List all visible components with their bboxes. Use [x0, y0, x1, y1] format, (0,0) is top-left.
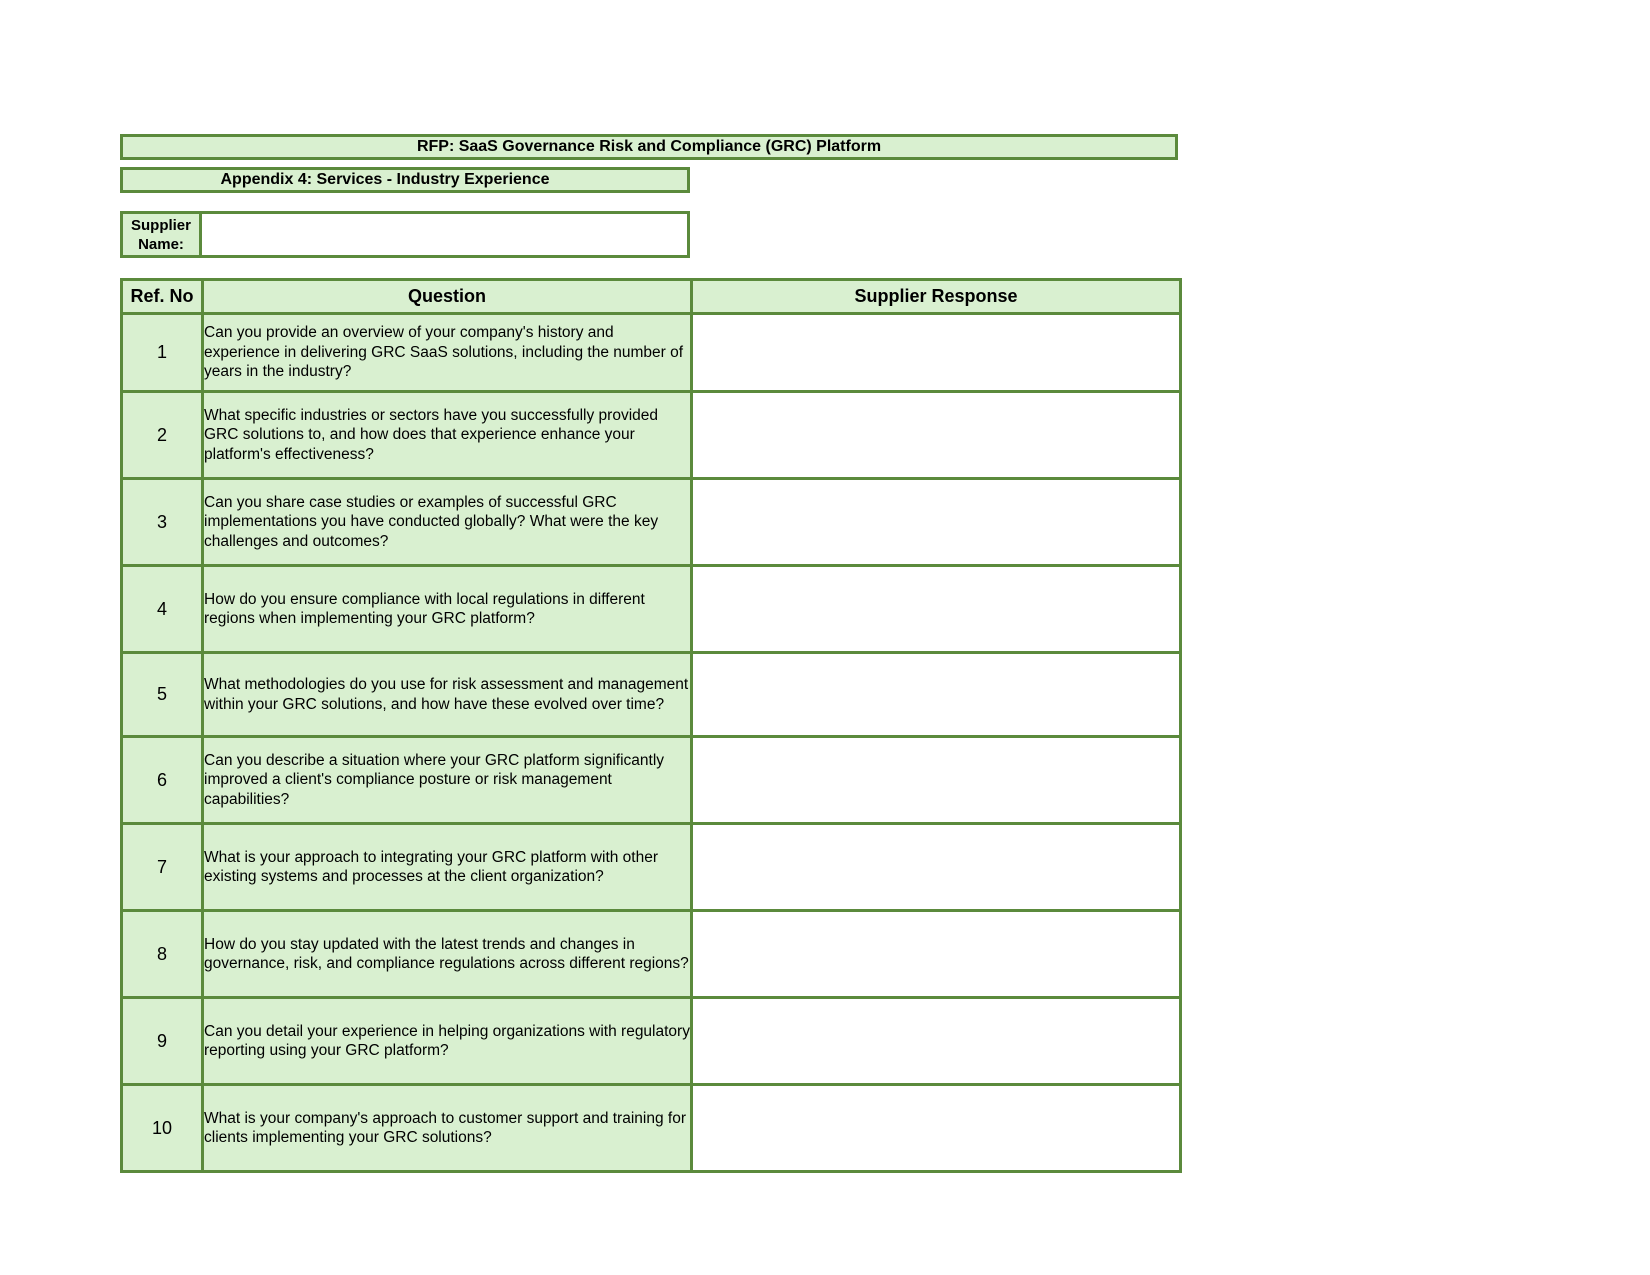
ref-cell: 3 [122, 479, 203, 566]
ref-cell: 1 [122, 314, 203, 392]
response-cell[interactable] [692, 824, 1181, 911]
response-cell[interactable] [692, 1085, 1181, 1172]
ref-cell: 2 [122, 392, 203, 479]
response-cell[interactable] [692, 314, 1181, 392]
table-row [122, 998, 1181, 1085]
table-row [122, 566, 1181, 653]
question-cell: What specific industries or sectors have you successfully provided GRC solutions to, and how does that experience enhance your platform's effectiveness? [203, 392, 692, 479]
table-row [122, 314, 1181, 392]
table-row [122, 824, 1181, 911]
table-row [122, 392, 1181, 479]
table-header-row [122, 280, 1181, 314]
question-cell: How do you stay updated with the latest trends and changes in governance, risk, and compliance regulations across different regions? [203, 911, 692, 998]
question-cell: Can you describe a situation where your GRC platform significantly improved a client's compliance posture or risk management capabilities? [203, 737, 692, 824]
table-row [122, 911, 1181, 998]
ref-cell: 5 [122, 653, 203, 737]
ref-cell: 4 [122, 566, 203, 653]
column-header-question: Question [203, 280, 692, 314]
question-cell: What is your approach to integrating your GRC platform with other existing systems and processes at the client organization? [203, 824, 692, 911]
document-title: RFP: SaaS Governance Risk and Compliance (GRC) Platform [416, 138, 882, 155]
questions-table [120, 278, 1182, 1173]
question-cell: Can you provide an overview of your company's history and experience in delivering GRC SaaS solutions, including the number of years in the industry? [203, 314, 692, 392]
table-row [122, 479, 1181, 566]
question-cell: Can you detail your experience in helping organizations with regulatory reporting using your GRC platform? [203, 998, 692, 1085]
ref-cell: 10 [122, 1085, 203, 1172]
appendix-title-bar [120, 167, 690, 193]
response-cell[interactable] [692, 737, 1181, 824]
ref-cell: 7 [122, 824, 203, 911]
document-title-bar [120, 134, 1178, 160]
question-cell: How do you ensure compliance with local regulations in different regions when implementing your GRC platform? [203, 566, 692, 653]
table-row [122, 653, 1181, 737]
column-header-response: Supplier Response [692, 280, 1181, 314]
supplier-name-field[interactable] [202, 214, 687, 255]
ref-cell: 8 [122, 911, 203, 998]
supplier-name-label [123, 214, 202, 255]
response-cell[interactable] [692, 479, 1181, 566]
question-cell: Can you share case studies or examples of successful GRC implementations you have conducted globally? What were the key challenges and outcomes? [203, 479, 692, 566]
question-cell: What is your company's approach to customer support and training for clients implementing your GRC solutions? [203, 1085, 692, 1172]
question-cell: What methodologies do you use for risk assessment and management within your GRC solutions, and how have these evolved over time? [203, 653, 692, 737]
column-header-ref: Ref. No [122, 280, 203, 314]
supplier-name-section [120, 211, 690, 258]
supplier-label-line1: Supplier [130, 216, 191, 234]
response-cell[interactable] [692, 392, 1181, 479]
table-row [122, 737, 1181, 824]
appendix-title: Appendix 4: Services - Industry Experience [220, 171, 550, 188]
table-row [122, 1085, 1181, 1172]
supplier-label-line2: Name: [138, 235, 184, 253]
response-cell[interactable] [692, 998, 1181, 1085]
ref-cell: 9 [122, 998, 203, 1085]
response-cell[interactable] [692, 653, 1181, 737]
response-cell[interactable] [692, 566, 1181, 653]
response-cell[interactable] [692, 911, 1181, 998]
ref-cell: 6 [122, 737, 203, 824]
